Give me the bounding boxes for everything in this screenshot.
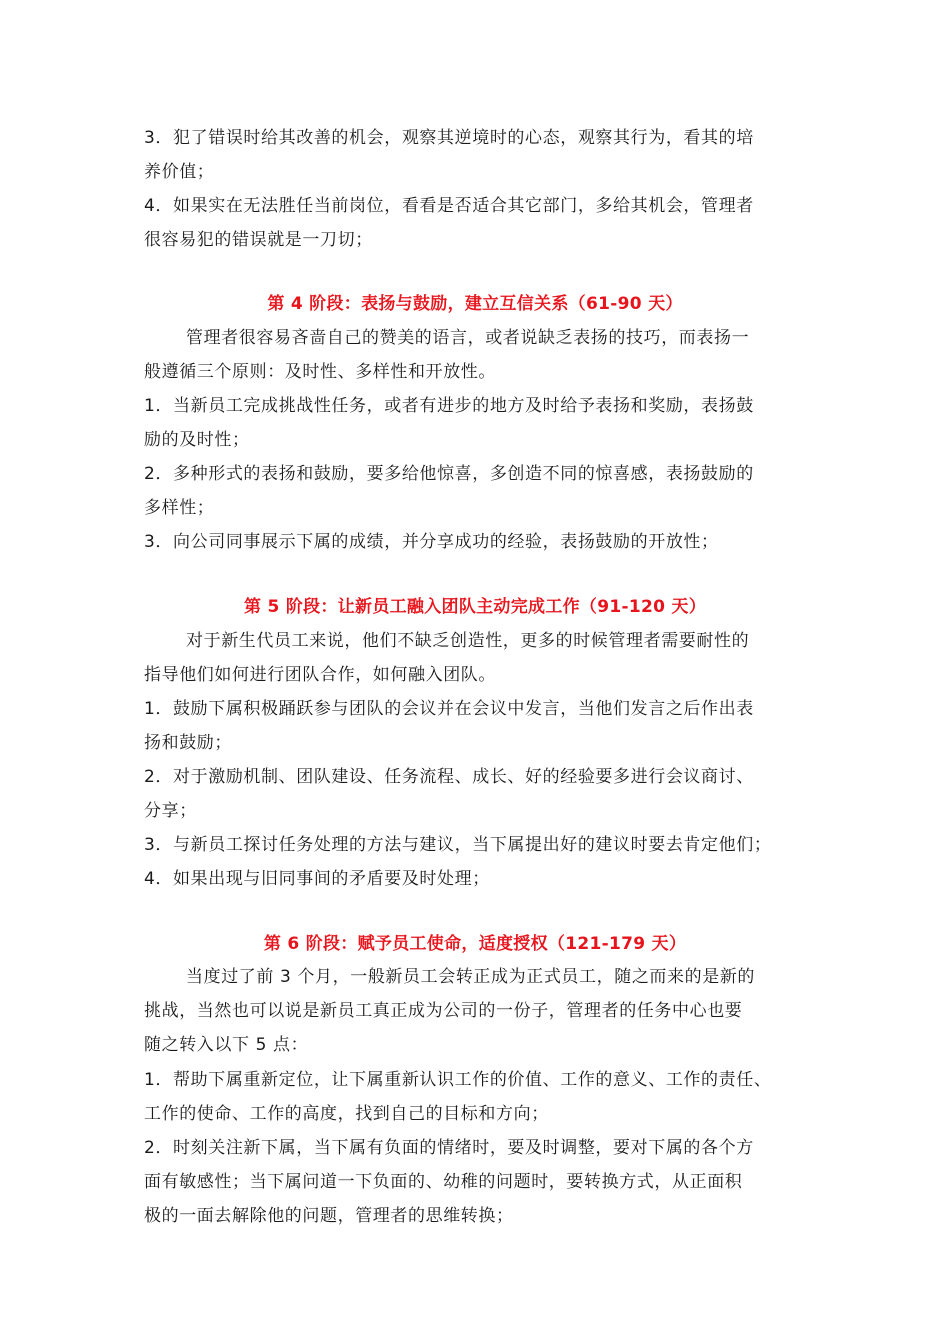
paragraph-line: 般遵循三个原则：及时性、多样性和开放性。	[144, 362, 496, 382]
stage4-heading: 第 4 阶段：表扬与鼓励，建立互信关系（61-90 天）	[267, 294, 683, 314]
paragraph-line: 1．鼓励下属积极踊跃参与团队的会议并在会议中发言，当他们发言之后作出表	[144, 699, 754, 719]
stage6-heading: 第 6 阶段：赋予员工使命，适度授权（121-179 天）	[263, 934, 687, 954]
paragraph-line: 随之转入以下 5 点：	[144, 1035, 309, 1055]
paragraph-line: 励的及时性；	[144, 430, 250, 450]
paragraph-line: 工作的使命、工作的高度，找到自己的目标和方向；	[144, 1104, 549, 1124]
paragraph-line: 3．向公司同事展示下属的成绩，并分享成功的经验，表扬鼓励的开放性；	[144, 532, 719, 552]
paragraph-line: 分享；	[144, 801, 197, 821]
paragraph-line: 对于新生代员工来说，他们不缺乏创造性，更多的时候管理者需要耐性的	[186, 631, 750, 651]
paragraph-line: 1．帮助下属重新定位，让下属重新认识工作的价值、工作的意义、工作的责任、	[144, 1070, 772, 1090]
paragraph-line: 极的一面去解除他的问题，管理者的思维转换；	[144, 1206, 514, 1226]
paragraph-line: 指导他们如何进行团队合作，如何融入团队。	[144, 665, 496, 685]
paragraph-line: 4．如果出现与旧同事间的矛盾要及时处理；	[144, 869, 490, 889]
paragraph-line: 2．多种形式的表扬和鼓励，要多给他惊喜，多创造不同的惊喜感，表扬鼓励的	[144, 464, 754, 484]
paragraph-line: 管理者很容易吝啬自己的赞美的语言，或者说缺乏表扬的技巧，而表扬一	[186, 328, 750, 348]
paragraph-line: 当度过了前 3 个月，一般新员工会转正成为正式员工，随之而来的是新的	[186, 967, 756, 987]
paragraph-line: 很容易犯的错误就是一刀切；	[144, 230, 373, 250]
paragraph-line: 1．当新员工完成挑战性任务，或者有进步的地方及时给予表扬和奖励，表扬鼓	[144, 396, 754, 416]
paragraph-line: 扬和鼓励；	[144, 733, 232, 753]
paragraph-line: 挑战，当然也可以说是新员工真正成为公司的一份子，管理者的任务中心也要	[144, 1001, 743, 1021]
paragraph-line: 多样性；	[144, 498, 215, 518]
paragraph-line: 2．时刻关注新下属，当下属有负面的情绪时，要及时调整，要对下属的各个方	[144, 1138, 754, 1158]
paragraph-line: 面有敏感性；当下属问道一下负面的、幼稚的问题时，要转换方式，从正面积	[144, 1172, 743, 1192]
paragraph-line: 3．犯了错误时给其改善的机会，观察其逆境时的心态，观察其行为，看其的培	[144, 128, 754, 148]
paragraph-line: 3．与新员工探讨任务处理的方法与建议，当下属提出好的建议时要去肯定他们；	[144, 835, 772, 855]
paragraph-line: 4．如果实在无法胜任当前岗位，看看是否适合其它部门，多给其机会，管理者	[144, 196, 754, 216]
stage5-heading: 第 5 阶段：让新员工融入团队主动完成工作（91-120 天）	[243, 597, 707, 617]
paragraph-line: 2．对于激励机制、团队建设、任务流程、成长、好的经验要多进行会议商讨、	[144, 767, 754, 787]
paragraph-line: 养价值；	[144, 162, 215, 182]
